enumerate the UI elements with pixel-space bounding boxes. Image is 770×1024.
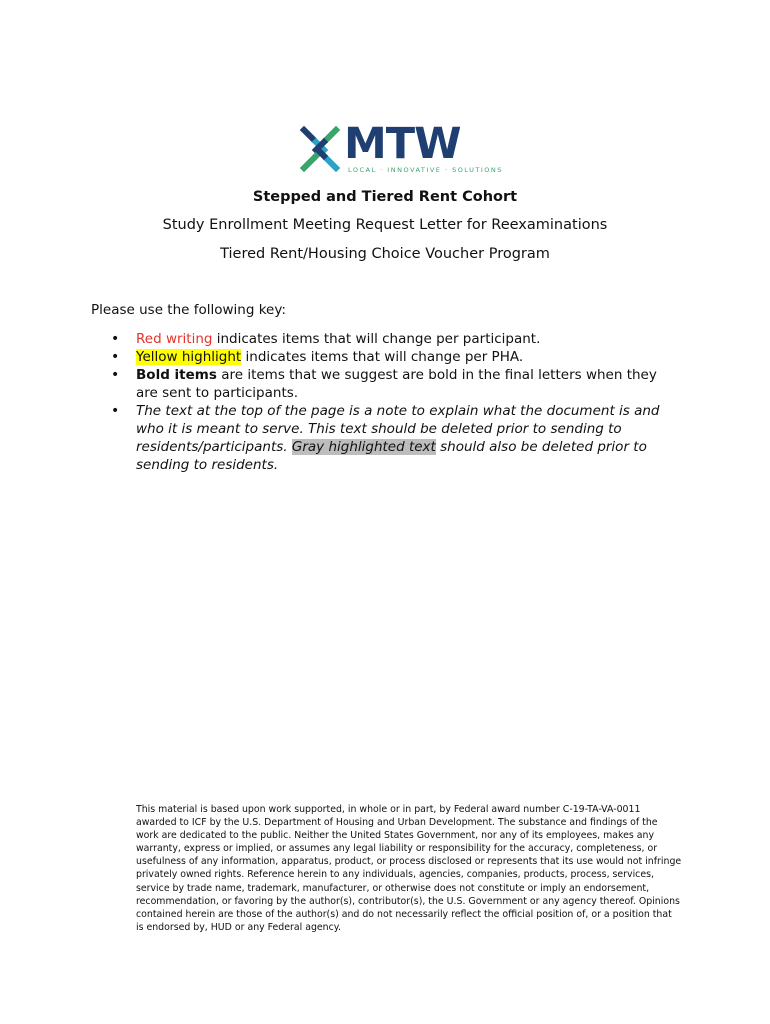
logo-tagline: LOCAL · INNOVATIVE · SOLUTIONS xyxy=(348,166,503,174)
document-subtitle: Study Enrollment Meeting Request Letter for Reexaminations xyxy=(162,217,608,233)
key-item-text: should also be deleted prior to sending to residents. xyxy=(136,439,647,473)
program-name: Tiered Rent/Housing Choice Voucher Program xyxy=(220,246,550,262)
key-list xyxy=(91,330,681,474)
key-item-text: indicates items that will change per participant. xyxy=(212,331,541,347)
key-item-text: The text at the top of the page is a note to explain what the document is and who it is meant to serve. This text should be deleted prior to sending to residents/participants. xyxy=(136,403,660,455)
key-item-red xyxy=(91,330,681,348)
key-item-text: indicates items that will change per PHA. xyxy=(241,349,524,365)
funding-disclaimer: This material is based upon work supported, in whole or in part, by Federal award number C-19-TA-VA-0011 awarded to ICF by the U.S. Department of Housing and Urban Development. The substance and findings of the work are dedicated to the public. Neither the United States Government, nor any of its employees, makes any warranty, express or implied, or assumes any legal liability or responsibility for the accuracy, completeness, or usefulness of any information, apparatus, product, or process disclosed or represents that its use would not infringe privately owned rights. Reference herein to any individuals, agencies, companies, products, process, services, service by trade name, trademark, manufacturer, or otherwise does not constitute or imply an endorsement, recommendation, or favoring by the author(s), contributor(s), the U.S. Government or any agency thereof. Opinions contained herein are those of the author(s) and do not necessarily reflect the official position of, or a position that is endorsed by, HUD or any Federal agency. xyxy=(136,804,682,933)
key-item-bold xyxy=(91,366,681,402)
key-item-note xyxy=(91,402,681,474)
red-writing-sample: Red writing xyxy=(136,331,213,347)
key-intro: Please use the following key: xyxy=(91,302,286,318)
key-item-yellow xyxy=(91,348,681,366)
bold-items-sample: Bold items xyxy=(136,367,217,383)
mtw-logo xyxy=(296,119,503,176)
document-title: Stepped and Tiered Rent Cohort xyxy=(252,189,518,205)
gray-highlight-sample: Gray highlighted text xyxy=(291,439,436,455)
key-item-text: are items that we suggest are bold in the final letters when they are sent to participants. xyxy=(136,367,657,401)
mtw-logo-mark-icon xyxy=(296,124,344,174)
logo-wordmark: MTW xyxy=(344,119,461,169)
yellow-highlight-sample: Yellow highlight xyxy=(136,349,242,365)
